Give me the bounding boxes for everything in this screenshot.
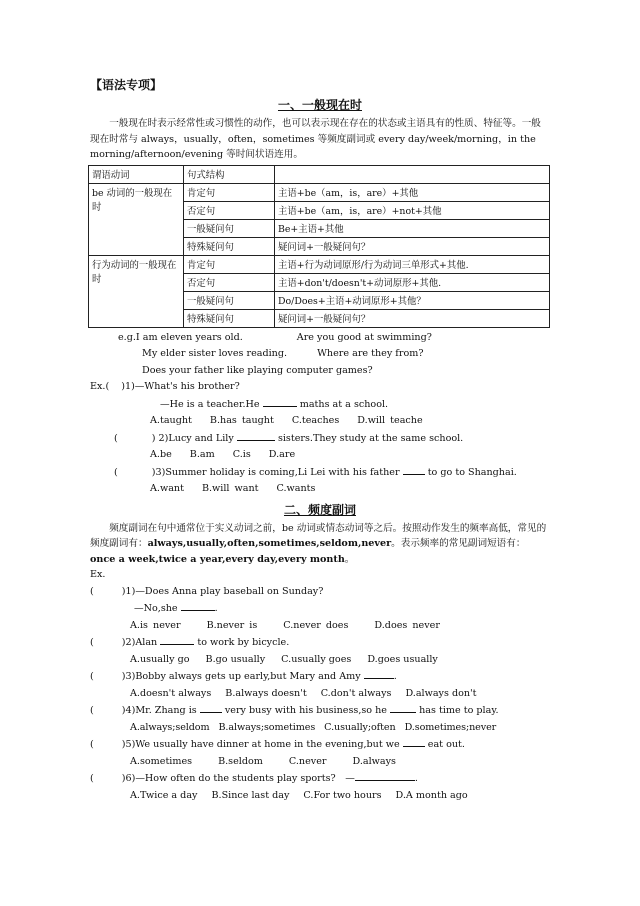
table-header: 句式结构: [184, 165, 275, 183]
question-line: [90, 634, 550, 652]
option[interactable]: A.usually go: [130, 653, 190, 665]
option[interactable]: D.always: [352, 755, 396, 767]
table-cell: 特殊疑问句: [184, 309, 275, 327]
option[interactable]: B.has taught: [209, 415, 274, 426]
question-text: to work by bicycle.: [197, 637, 290, 648]
option[interactable]: C.is: [232, 449, 251, 460]
question-text: to go to Shanghai.: [427, 466, 517, 478]
grammar-table: [88, 165, 550, 328]
answer-paren: (: [90, 773, 94, 784]
options-line: [90, 754, 550, 771]
question-line: [90, 464, 550, 482]
answer-blank[interactable]: [390, 702, 416, 713]
table-group-label: be 动词的一般现在时: [89, 183, 184, 255]
header-tag: 【语法专项】: [90, 78, 163, 92]
table-cell: 主语+don't/doesn't+动词原形+其他.: [275, 273, 550, 291]
table-cell: 一般疑问句: [184, 291, 275, 309]
option[interactable]: D.are: [268, 449, 296, 460]
question-text: )1)—What's his brother?: [121, 381, 240, 392]
answer-paren: (: [90, 671, 94, 682]
answer-blank[interactable]: [181, 600, 215, 611]
question-text: .: [214, 603, 218, 614]
worksheet-page: [90, 76, 550, 804]
option[interactable]: B.go usually: [205, 653, 266, 665]
example-text: My elder sister loves reading.: [142, 348, 288, 359]
option[interactable]: A.be: [150, 449, 172, 460]
option[interactable]: C.For two hours: [303, 789, 382, 801]
option[interactable]: B.am: [189, 449, 215, 460]
section2-intro: 频度副词在句中通常位于实义动词之前，be 动词或情态动词等之后。按照动作发生的频率高低，常见的频度副词有：always,usually,often,sometimes,seldom,never。表示频率的常见副词短语有：once a week,twice a year,every day,every month。: [90, 522, 547, 565]
option[interactable]: C.teaches: [291, 415, 340, 426]
answer-blank[interactable]: [403, 464, 425, 475]
table-row: [89, 255, 550, 273]
question-text: .: [393, 671, 397, 682]
answer-paren: (: [114, 432, 118, 444]
table-cell: Be+主语+其他: [275, 219, 550, 237]
option[interactable]: C.don't always: [320, 687, 392, 699]
table-cell: 肯定句: [184, 255, 275, 273]
table-cell: 疑问词+一般疑问句？: [275, 309, 550, 327]
question-text: )3)Bobby always gets up early,but Mary and Amy: [121, 671, 361, 682]
question-text: maths at a school.: [299, 398, 389, 410]
question-text: )4)Mr. Zhang is: [121, 705, 197, 716]
option[interactable]: A.always;seldom: [130, 721, 210, 733]
question-text: )2)Alan: [121, 637, 158, 648]
question-text: —He is a teacher.He: [160, 398, 260, 410]
option[interactable]: D.sometimes;never: [404, 721, 497, 733]
question-line: [90, 770, 550, 788]
option[interactable]: C.wants: [276, 483, 316, 494]
example-line: [90, 330, 550, 347]
table-cell: Do/Does+主语+动词原形+其他？: [275, 291, 550, 309]
answer-blank[interactable]: [364, 668, 394, 679]
options-line: [90, 788, 550, 805]
question-text: ) 2)Lucy and Lily: [151, 432, 234, 444]
options-line: [90, 686, 550, 703]
question-text: )1)—Does Anna play baseball on Sunday?: [121, 585, 324, 597]
answer-paren: (: [114, 466, 118, 478]
table-header: 谓语动词: [89, 165, 184, 183]
question-text: )5)We usually have dinner at home in the evening,but we: [121, 739, 400, 750]
option[interactable]: C.never: [288, 755, 327, 767]
option[interactable]: A.Twice a day: [130, 789, 198, 801]
question-text: eat out.: [427, 739, 465, 750]
example-text: e.g.I am eleven years old.: [118, 331, 243, 343]
table-cell: 否定句: [184, 273, 275, 291]
example-text: Does your father like playing computer games?: [142, 364, 373, 376]
options-line: [90, 652, 550, 669]
option[interactable]: A.taught: [150, 415, 192, 426]
table-group-label: 行为动词的一般现在时: [89, 255, 184, 327]
table-cell: 主语+be（am，is，are）+其他: [275, 183, 550, 201]
section2-title: 二、频度副词: [283, 502, 356, 517]
answer-blank[interactable]: [237, 430, 275, 441]
question-text: sisters.They study at the same school.: [277, 432, 464, 444]
ex-label: Ex.: [90, 569, 106, 580]
answer-blank[interactable]: [200, 702, 222, 713]
option[interactable]: A.want: [150, 483, 184, 494]
table-cell: 肯定句: [184, 183, 275, 201]
option[interactable]: D.will teache: [357, 415, 423, 426]
example-text: Are you good at swimming?: [296, 331, 432, 343]
option[interactable]: D.goes usually: [367, 653, 438, 665]
answer-blank[interactable]: [263, 396, 297, 407]
answer-paren: (: [90, 705, 94, 716]
option[interactable]: B.always doesn't: [225, 687, 307, 699]
question-line: [90, 736, 550, 754]
section1-title: 一、一般现在时: [277, 98, 362, 112]
answer-blank[interactable]: [403, 736, 425, 747]
option[interactable]: B.Since last day: [211, 789, 290, 801]
table-cell: 疑问词+一般疑问句？: [275, 237, 550, 255]
table-cell: 主语+be（am，is，are）+not+其他: [275, 201, 550, 219]
question-line: [90, 600, 550, 618]
question-text: —No,she: [134, 603, 178, 614]
option[interactable]: B.never is: [206, 619, 258, 631]
example-line: [90, 363, 550, 380]
option[interactable]: A.sometimes: [130, 755, 193, 767]
answer-paren: (: [90, 585, 94, 597]
question-line: [90, 379, 550, 396]
options-line: [90, 720, 550, 737]
question-line: [90, 584, 550, 601]
question-text: )3)Summer holiday is coming,Li Lei with his father: [151, 466, 400, 478]
option[interactable]: D.always don't: [405, 687, 477, 699]
options-line: [90, 447, 550, 464]
options-line: [90, 413, 550, 430]
table-header-row: [89, 165, 550, 183]
option[interactable]: D.does never: [374, 619, 440, 631]
option[interactable]: B.will want: [201, 483, 259, 494]
option[interactable]: A.doesn't always: [130, 687, 212, 699]
option[interactable]: C.usually;often: [324, 721, 396, 733]
question-text: .: [414, 773, 418, 784]
ex-label: Ex.: [90, 381, 106, 392]
option[interactable]: A.is never: [130, 619, 181, 631]
option[interactable]: B.always;sometimes: [218, 721, 316, 733]
option[interactable]: C.never does: [283, 619, 349, 631]
table-cell: 否定句: [184, 201, 275, 219]
example-text: Where are they from?: [317, 348, 424, 359]
answer-blank[interactable]: [160, 634, 194, 645]
table-cell: 一般疑问句: [184, 219, 275, 237]
answer-paren: (: [90, 637, 94, 648]
example-line: [90, 346, 550, 363]
options-line: [90, 618, 550, 635]
option[interactable]: D.A month ago: [395, 789, 468, 801]
section1-intro: 一般现在时表示经常性或习惯性的动作，也可以表示现在存在的状态或主语具有的性质、特征等。一般现在时常与 always，usually，often，sometimes 等频度副词或 every day/week/morning，in the morning/afternoon/evening 等时间状语连用。: [90, 118, 541, 160]
answer-blank[interactable]: [355, 770, 415, 781]
question-text: has time to play.: [419, 705, 499, 716]
option[interactable]: C.usually goes: [281, 653, 352, 665]
question-line: [90, 430, 550, 448]
question-line: [90, 396, 550, 414]
table-row: [89, 183, 550, 201]
table-header: [275, 165, 550, 183]
option[interactable]: B.seldom: [218, 755, 263, 767]
question-line: [90, 702, 550, 720]
options-line: [90, 481, 550, 498]
answer-paren: (: [105, 381, 110, 392]
question-line: [90, 668, 550, 686]
table-cell: 主语+行为动词原形/行为动词三单形式+其他.: [275, 255, 550, 273]
table-cell: 特殊疑问句: [184, 237, 275, 255]
answer-paren: (: [90, 739, 94, 750]
question-text: )6)—How often do the students play sports? —: [121, 773, 355, 784]
question-text: very busy with his business,so he: [224, 705, 387, 716]
